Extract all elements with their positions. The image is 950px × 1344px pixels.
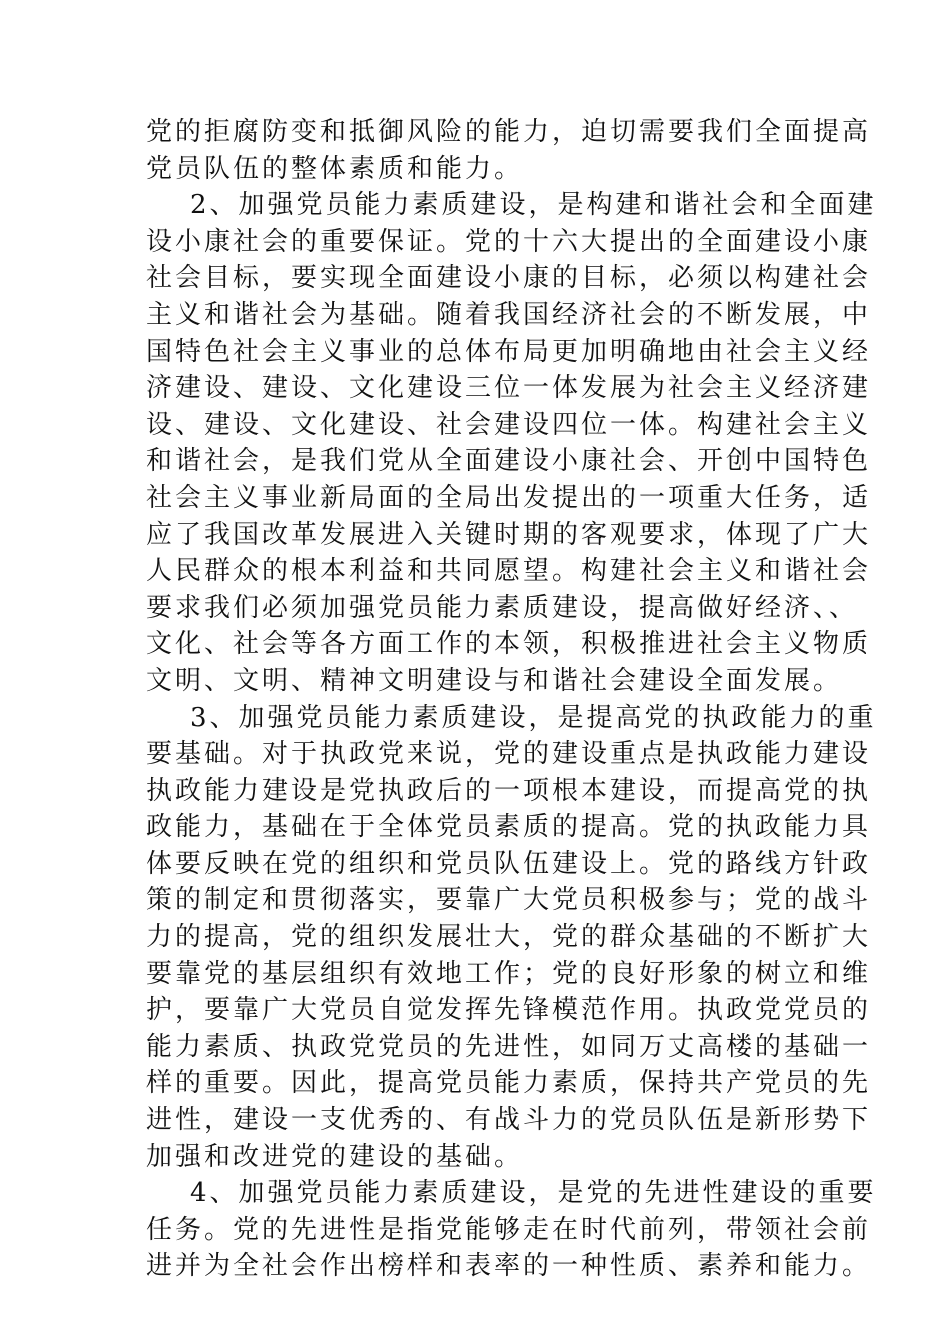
text-line: 护，要靠广大党员自觉发挥先锋模范作用。执政党党员的 <box>146 995 872 1026</box>
text-line: 国特色社会主义事业的总体布局更加明确地由社会主义经 <box>146 336 872 367</box>
text-line: 党的拒腐防变和抵御风险的能力，迫切需要我们全面提高 <box>146 117 872 147</box>
document-body <box>146 114 877 1285</box>
text-line: 进并为全社会作出榜样和表率的一种性质、素养和能力。 <box>146 1251 872 1282</box>
text-line: 力的提高，党的组织发展壮大，党的群众基础的不断扩大 <box>146 922 872 953</box>
text-line: 要靠党的基层组织有效地工作；党的良好形象的树立和维 <box>146 958 872 989</box>
text-line: 要求我们必须加强党员能力素质建设，提高做好经济、、 <box>146 592 859 623</box>
text-line: 人民群众的根本利益和共同愿望。构建社会主义和谐社会 <box>146 556 872 587</box>
paragraph-start-line: 4、加强党员能力素质建设，是党的先进性建设的重要 <box>190 1178 877 1209</box>
text-line: 设小康社会的重要保证。党的十六大提出的全面建设小康 <box>146 226 872 257</box>
text-line: 党员队伍的整体素质和能力。 <box>146 153 524 184</box>
text-line: 文化、社会等各方面工作的本领，积极推进社会主义物质 <box>146 629 872 660</box>
text-line: 应了我国改革发展进入关键时期的客观要求，体现了广大 <box>146 519 872 550</box>
text-line: 主义和谐社会为基础。随着我国经济社会的不断发展，中 <box>146 299 872 330</box>
text-line: 能力素质、执政党党员的先进性，如同万丈高楼的基础一 <box>146 1031 872 1062</box>
text-line: 和谐社会，是我们党从全面建设小康社会、开创中国特色 <box>146 446 872 477</box>
text-line: 策的制定和贯彻落实，要靠广大党员积极参与；党的战斗 <box>146 885 872 916</box>
text-line: 要基础。对于执政党来说，党的建设重点是执政能力建设 <box>146 739 872 770</box>
text-line: 设、建设、文化建设、社会建设四位一体。构建社会主义 <box>146 409 872 440</box>
text-line: 社会目标，要实现全面建设小康的目标，必须以构建社会 <box>146 263 872 294</box>
paragraph-start-line: 3、加强党员能力素质建设，是提高党的执政能力的重 <box>190 702 877 733</box>
paragraph-start-line: 2、加强党员能力素质建设，是构建和谐社会和全面建 <box>190 190 877 221</box>
text-line: 政能力，基础在于全体党员素质的提高。党的执政能力具 <box>146 812 872 843</box>
text-line: 执政能力建设是党执政后的一项根本建设，而提高党的执 <box>146 775 872 806</box>
text-line: 加强和改进党的建设的基础。 <box>146 1141 524 1172</box>
text-line: 济建设、建设、文化建设三位一体发展为社会主义经济建 <box>146 373 872 404</box>
text-line: 样的重要。因此，提高党员能力素质，保持共产党员的先 <box>146 1068 872 1099</box>
text-line: 体要反映在党的组织和党员队伍建设上。党的路线方针政 <box>146 848 872 879</box>
text-line: 任务。党的先进性是指党能够走在时代前列，带领社会前 <box>146 1214 872 1245</box>
text-line: 进性，建设一支优秀的、有战斗力的党员队伍是新形势下 <box>146 1105 872 1136</box>
text-line: 社会主义事业新局面的全局出发提出的一项重大任务，适 <box>146 482 872 513</box>
text-line: 文明、文明、精神文明建设与和谐社会建设全面发展。 <box>146 665 843 696</box>
